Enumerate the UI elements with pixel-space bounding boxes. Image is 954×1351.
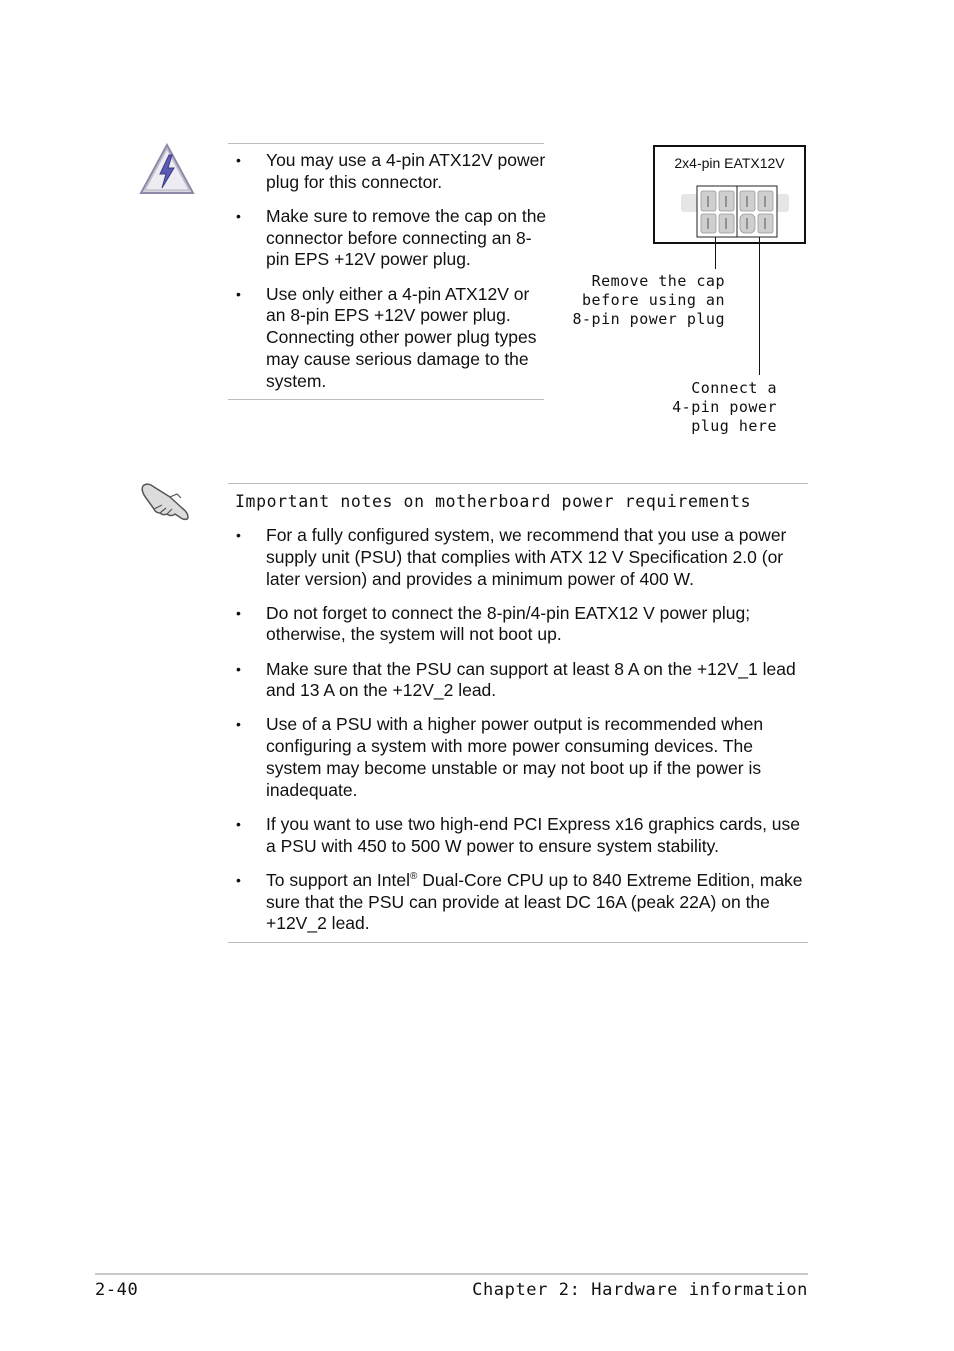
caution-item: • You may use a 4-pin ATX12V power plug for this connector. xyxy=(236,150,546,192)
callout-remove-cap: Remove the cap before using an 8-pin power plug xyxy=(572,272,725,328)
note-item: • For a fully configured system, we recommend that you use a power supply unit (PSU) that complies with ATX 12 V Specification 2.0 (or later version) and provides a minimum power of 400 W. xyxy=(236,525,787,589)
page-number: 2-40 xyxy=(95,1280,139,1300)
bullet: • xyxy=(236,716,241,733)
caution-item: • Make sure to remove the cap on the connector before connecting an 8-pin EPS +12V power plug. xyxy=(236,205,547,270)
caution-item: • Use only either a 4-pin ATX12V or an 8-pin EPS +12V power plug. Connecting other power plug types may cause serious damage to the system. xyxy=(236,283,537,391)
note-list xyxy=(228,525,810,948)
bullet: • xyxy=(236,815,241,832)
bullet: • xyxy=(236,285,241,302)
note-item: • To support an Intel® Dual-Core CPU up to 840 Extreme Edition, make sure that the PSU can provide at least DC 16A (peak 22A) on the +12V_2 lead. xyxy=(236,869,803,934)
bullet: • xyxy=(236,527,241,543)
footer-rule xyxy=(95,1273,808,1275)
warning-triangle-icon xyxy=(138,141,196,197)
chapter-title: Chapter 2: Hardware information xyxy=(472,1280,808,1300)
connector-label: 2x4-pin EATX12V xyxy=(674,155,785,171)
note-bottom-rule xyxy=(228,942,808,943)
note-item: • Use of a PSU with a higher power output is recommended when configuring a system with more power consuming devices. The system may become unstable or may not boot up if the power is inadequate. xyxy=(236,714,764,800)
bullet: • xyxy=(236,604,241,621)
eatx12v-connector-graphic xyxy=(681,185,789,239)
bullet: • xyxy=(236,871,241,888)
bullet: • xyxy=(236,660,241,677)
pointing-hand-icon xyxy=(140,478,194,522)
note-title: Important notes on motherboard power requirements xyxy=(235,492,752,511)
callout-connect-4pin: Connect a 4-pin power plug here xyxy=(672,379,777,435)
caution-icon-wrap xyxy=(138,141,196,197)
note-top-rule xyxy=(228,483,808,484)
note-item: • Do not forget to connect the 8-pin/4-pin EATX12 V power plug; otherwise, the system will not boot up. xyxy=(236,602,751,645)
caution-top-rule xyxy=(228,143,544,144)
note-icon-wrap xyxy=(140,478,194,522)
leader-line-4pin xyxy=(759,237,760,375)
bullet: • xyxy=(236,207,241,224)
bullet: • xyxy=(236,152,241,168)
caution-list xyxy=(228,150,548,405)
leader-line-cap xyxy=(715,237,716,269)
caution-bottom-rule xyxy=(228,399,544,400)
registered-mark: ® xyxy=(409,871,418,883)
note-item: • If you want to use two high-end PCI Express x16 graphics cards, use a PSU with 450 to 500 W power to ensure system stability. xyxy=(236,813,801,856)
note-item: • Make sure that the PSU can support at least 8 A on the +12V_1 lead and 13 A on the +12V_2 lead. xyxy=(236,658,796,701)
connector-diagram xyxy=(653,145,806,244)
